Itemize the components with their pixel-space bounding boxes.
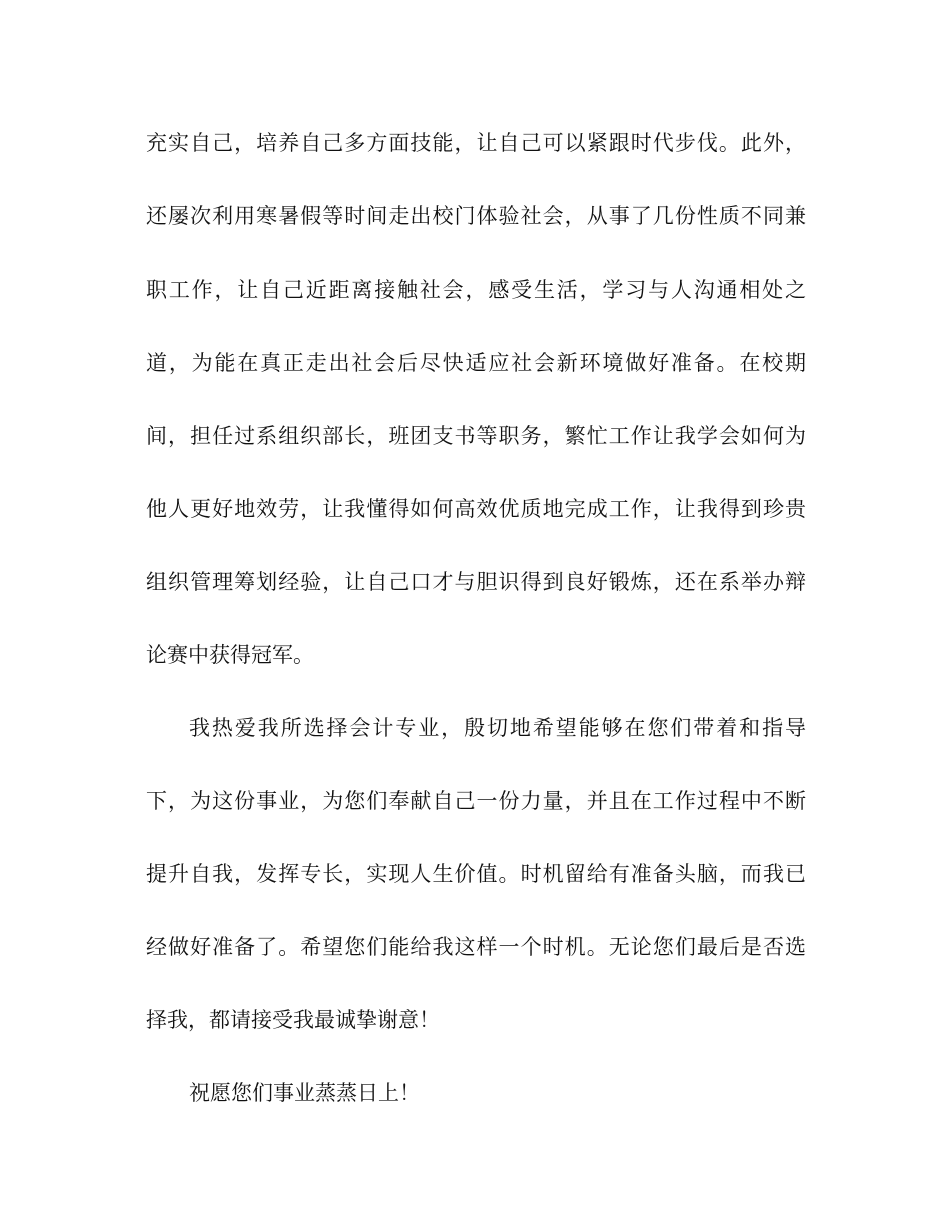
paragraph-line: 间，担任过系组织部长，班团支书等职务，繁忙工作让我学会如何为 <box>146 424 806 448</box>
paragraph-line: 组织管理筹划经验，让自己口才与胆识得到良好锻炼，还在系举办辩 <box>146 570 806 594</box>
paragraph-line: 道，为能在真正走出社会后尽快适应社会新环境做好准备。在校期 <box>146 351 806 375</box>
paragraph-line: 论赛中获得冠军。 <box>146 643 314 667</box>
paragraph-line: 还屡次利用寒暑假等时间走出校门体验社会，从事了几份性质不同兼 <box>146 204 806 228</box>
paragraph-line: 充实自己，培养自己多方面技能，让自己可以紧跟时代步伐。此外， <box>146 131 806 155</box>
paragraph-line: 经做好准备了。希望您们能给我这样一个时机。无论您们最后是否选 <box>146 935 806 959</box>
closing-wish: 祝愿您们事业蒸蒸日上！ <box>189 1081 420 1105</box>
paragraph-line: 提升自我，发挥专长，实现人生价值。时机留给有准备头脑，而我已 <box>146 862 806 886</box>
paragraph-line: 职工作，让自己近距离接触社会，感受生活，学习与人沟通相处之 <box>146 278 806 302</box>
paragraph-line: 择我，都请接受我最诚挚谢意！ <box>146 1008 440 1032</box>
paragraph-line: 他人更好地效劳，让我懂得如何高效优质地完成工作，让我得到珍贵 <box>146 497 806 521</box>
paragraph-line: 下，为这份事业，为您们奉献自己一份力量，并且在工作过程中不断 <box>146 789 806 813</box>
paragraph-line: 我热爱我所选择会计专业，殷切地希望能够在您们带着和指导 <box>189 716 806 740</box>
